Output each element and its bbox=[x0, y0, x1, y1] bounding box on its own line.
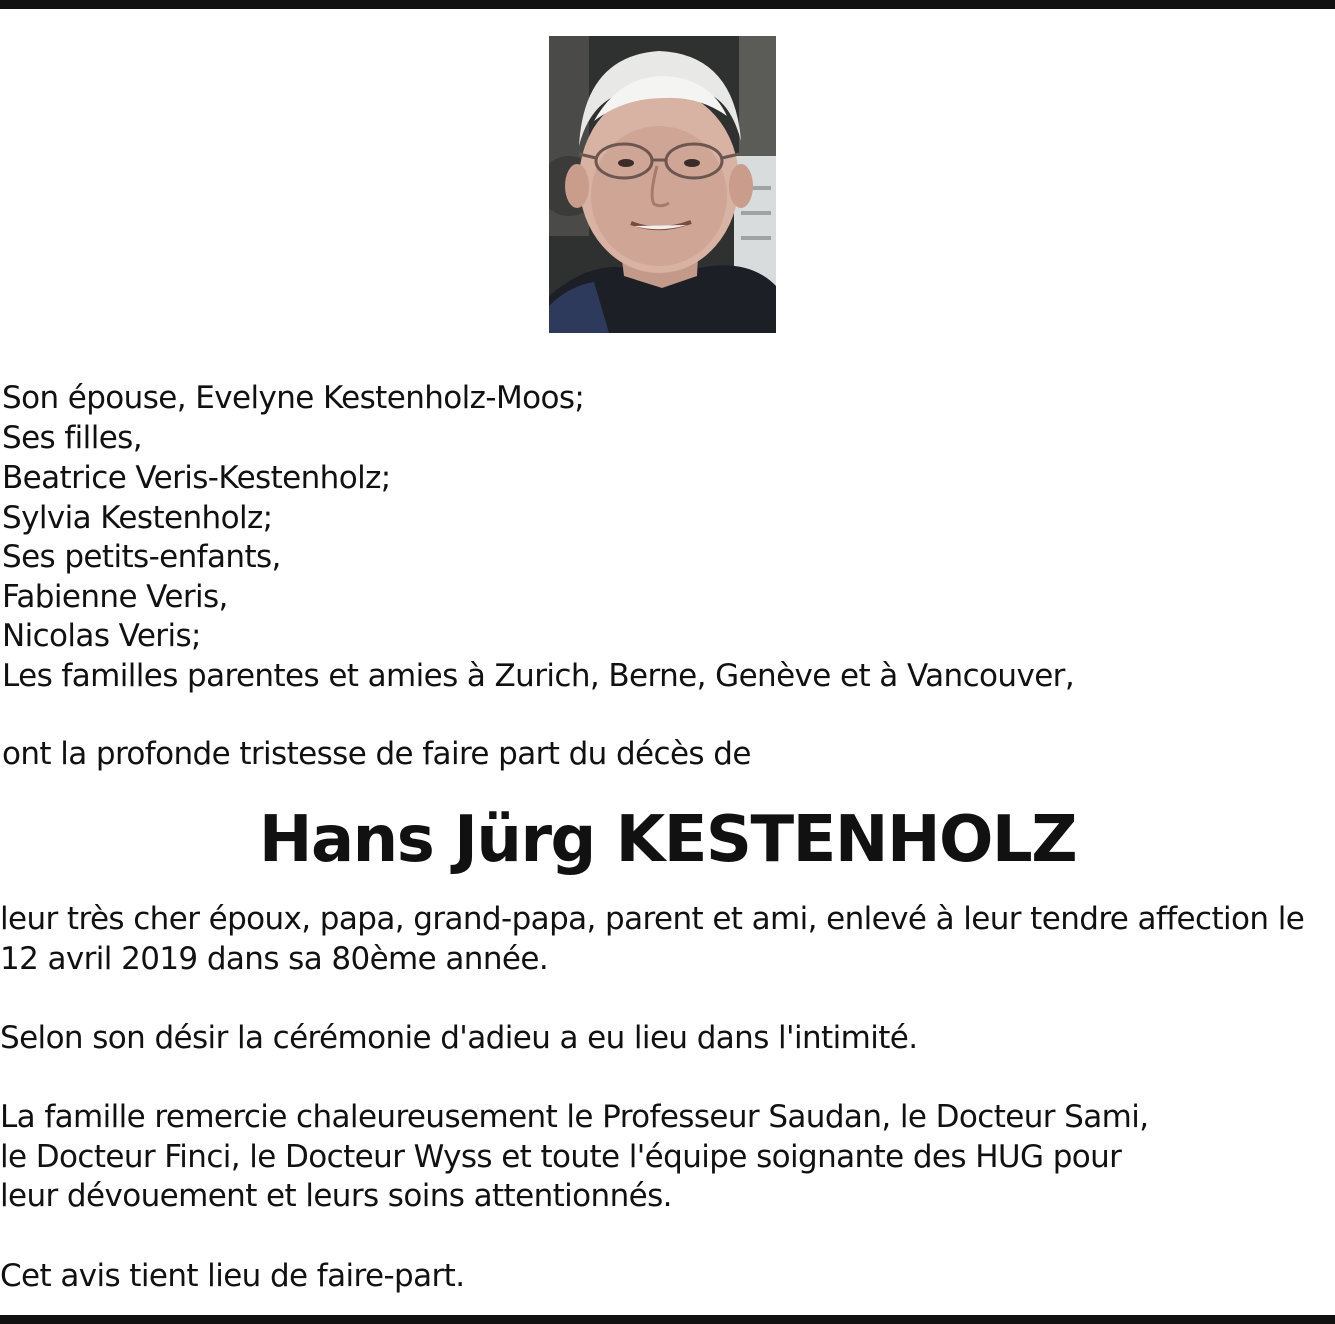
family-line-daughter-2: Sylvia Kestenholz; bbox=[2, 500, 273, 536]
thanks-line-2: le Docteur Finci, le Docteur Wyss et toute l'équipe soignante des HUG pour bbox=[0, 1139, 1122, 1175]
portrait-photo bbox=[549, 36, 776, 333]
family-line-daughters-heading: Ses filles, bbox=[2, 420, 142, 456]
description-line-1: leur très cher époux, papa, grand-papa, parent et ami, enlevé à leur tendre affection le bbox=[0, 901, 1305, 937]
family-line-spouse: Son épouse, Evelyne Kestenholz-Moos; bbox=[2, 380, 585, 416]
family-line-relatives: Les familles parentes et amies à Zurich, Berne, Genève et à Vancouver, bbox=[2, 658, 1075, 694]
family-line-grandchild-1: Fabienne Veris, bbox=[2, 579, 228, 615]
top-border-rule bbox=[0, 0, 1335, 9]
family-line-grandchildren-heading: Ses petits-enfants, bbox=[2, 539, 281, 575]
thanks-line-3: leur dévouement et leurs soins attentionnés. bbox=[0, 1178, 672, 1214]
bottom-border-rule bbox=[0, 1315, 1335, 1324]
ceremony-text: Selon son désir la cérémonie d'adieu a eu lieu dans l'intimité. bbox=[0, 1020, 918, 1056]
family-line-grandchild-2: Nicolas Veris; bbox=[2, 618, 201, 654]
announcement-text: ont la profonde tristesse de faire part du décès de bbox=[2, 736, 751, 772]
closing-text: Cet avis tient lieu de faire-part. bbox=[0, 1258, 465, 1294]
deceased-name: Hans Jürg KESTENHOLZ bbox=[258, 803, 1077, 877]
description-line-2: 12 avril 2019 dans sa 80ème année. bbox=[0, 941, 549, 977]
family-line-daughter-1: Beatrice Veris-Kestenholz; bbox=[2, 460, 391, 496]
thanks-line-1: La famille remercie chaleureusement le Professeur Saudan, le Docteur Sami, bbox=[0, 1099, 1149, 1135]
